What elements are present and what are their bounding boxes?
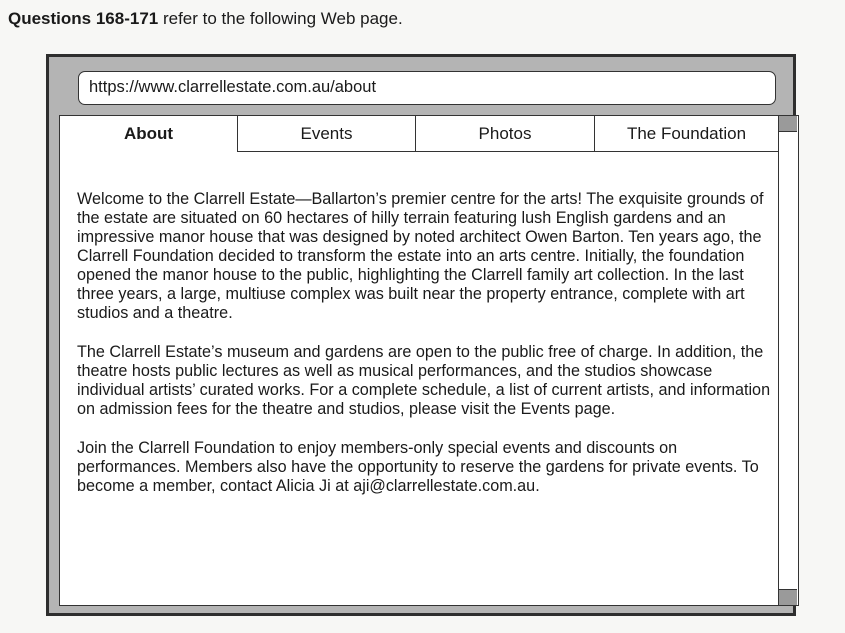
scroll-down-button[interactable] [779,589,797,605]
browser-window [46,54,796,616]
address-bar[interactable]: https://www.clarrellestate.com.au/about [78,71,776,105]
scrollbar[interactable] [778,115,799,606]
scroll-up-button[interactable] [779,116,797,132]
tab-photos[interactable]: Photos [416,116,595,152]
paragraph-welcome: Welcome to the Clarrell Estate—Ballarton’s premier centre for the arts! The exquisite grounds of the estate are situated on 60 hectares of hilly terrain featuring lush English gardens and an impressive manor house that was designed by noted architect Owen Barton. Ten years ago, the Clarrell Foundation decided to transform the estate into an arts centre. Initially, the foundation opened the manor house to the public, highlighting the Clarrell family art collection. In the last three years, a large, multiuse complex was built near the property entrance, complete with art studios and a theatre. [77,190,764,322]
paragraph-access: The Clarrell Estate’s museum and gardens are open to the public free of charge. In addition, the theatre hosts public lectures as well as musical performances, and the studios showcase individual artists’ curated works. For a complete schedule, a list of current artists, and information on admission fees for the theatre and studios, please visit the Events page. [77,343,771,418]
question-range: Questions 168-171 [8,9,159,28]
question-instruction [8,9,403,29]
tab-about[interactable]: About [60,116,238,152]
tab-events[interactable]: Events [238,116,416,152]
paragraph-membership: Join the Clarrell Foundation to enjoy members-only special events and discounts on performances. Members also have the opportunity to reserve the gardens for private events. To become a member, contact Alicia Ji at aji@clarrellestate.com.au. [77,439,759,495]
tab-bar [60,116,778,152]
page-content [77,190,772,516]
page-viewport [59,115,778,606]
instruction-text: refer to the following Web page. [158,9,403,28]
tab-the-foundation[interactable]: The Foundation [595,116,778,152]
